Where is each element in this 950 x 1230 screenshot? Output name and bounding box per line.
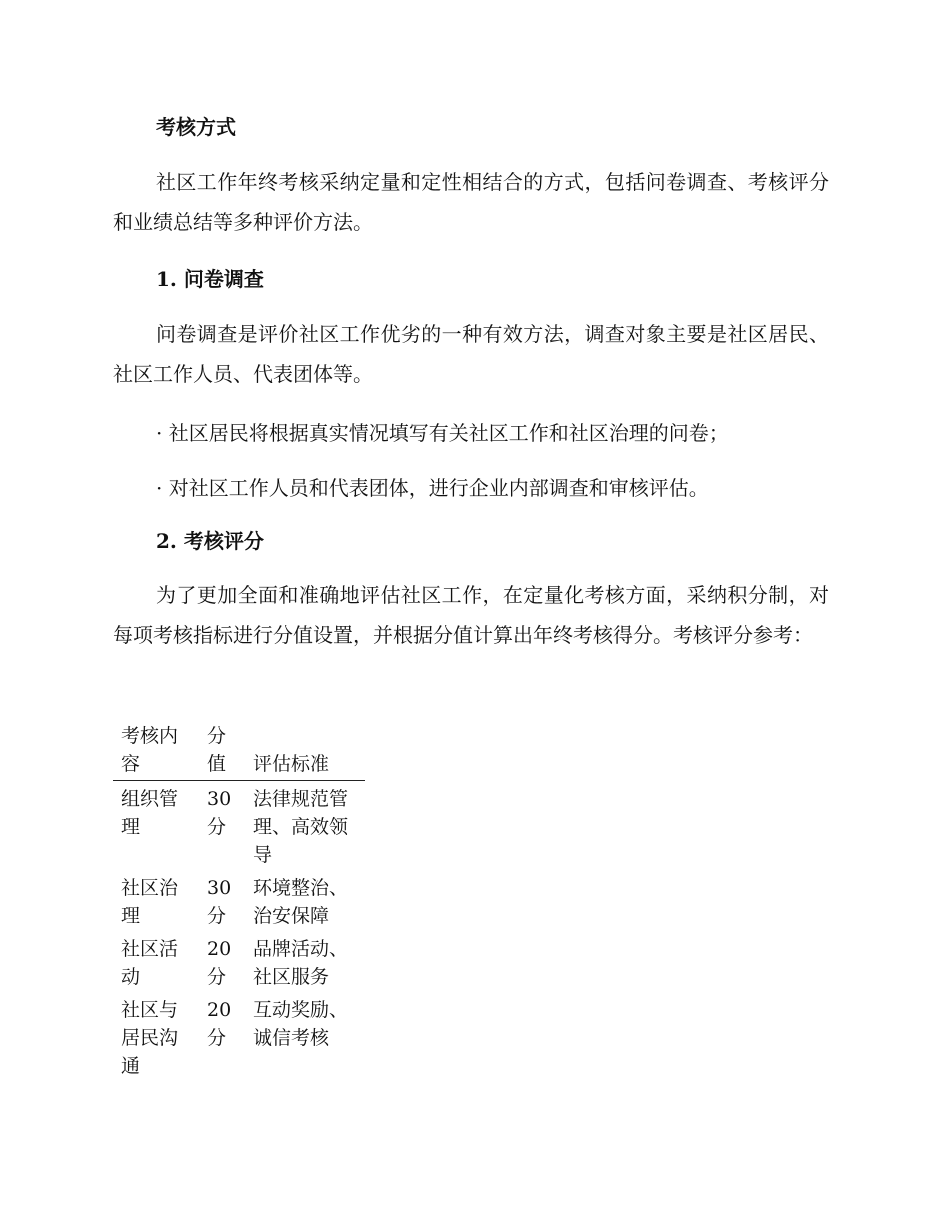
header-content: 考核内容 <box>113 722 199 781</box>
header-score: 分值 <box>199 722 245 781</box>
table-row <box>113 874 365 935</box>
cell-score: 20分 <box>207 938 232 988</box>
scoring-heading: 2. 考核评分 <box>156 529 264 553</box>
score-table <box>113 722 365 1085</box>
cell-content: 社区治理 <box>121 877 179 927</box>
survey-bullet-2: · 对社区工作人员和代表团体，进行企业内部调查和审核评估。 <box>156 476 709 500</box>
table-row <box>113 935 365 996</box>
cell-score: 20分 <box>207 999 232 1049</box>
section-title: 考核方式 <box>156 115 236 139</box>
cell-score: 30分 <box>207 877 232 927</box>
survey-heading: 1. 问卷调查 <box>156 267 264 291</box>
intro-paragraph: 社区工作年终考核采纳定量和定性相结合的方式，包括问卷调查、考核评分和业绩总结等多种评价方法。 <box>113 170 829 234</box>
cell-content: 社区与居民沟通 <box>121 999 179 1077</box>
cell-content: 组织管理 <box>121 788 179 838</box>
survey-bullet-1: · 社区居民将根据真实情况填写有关社区工作和社区治理的问卷； <box>156 421 729 445</box>
cell-standard: 互动奖励、诚信考核 <box>253 999 349 1049</box>
cell-score: 30分 <box>207 788 232 838</box>
table-row <box>113 781 365 875</box>
scoring-paragraph: 为了更加全面和准确地评估社区工作，在定量化考核方面，采纳积分制，对每项考核指标进行分值设置，并根据分值计算出年终考核得分。考核评分参考： <box>113 583 829 647</box>
cell-standard: 法律规范管理、高效领导 <box>253 788 349 866</box>
cell-standard: 环境整治、治安保障 <box>253 877 349 927</box>
cell-standard: 品牌活动、社区服务 <box>253 938 349 988</box>
survey-paragraph: 问卷调查是评价社区工作优劣的一种有效方法，调查对象主要是社区居民、社区工作人员、代表团体等。 <box>113 322 829 386</box>
table-header-row <box>113 722 365 781</box>
cell-content: 社区活动 <box>121 938 179 988</box>
header-standard: 评估标准 <box>245 722 365 781</box>
table-row <box>113 996 365 1085</box>
